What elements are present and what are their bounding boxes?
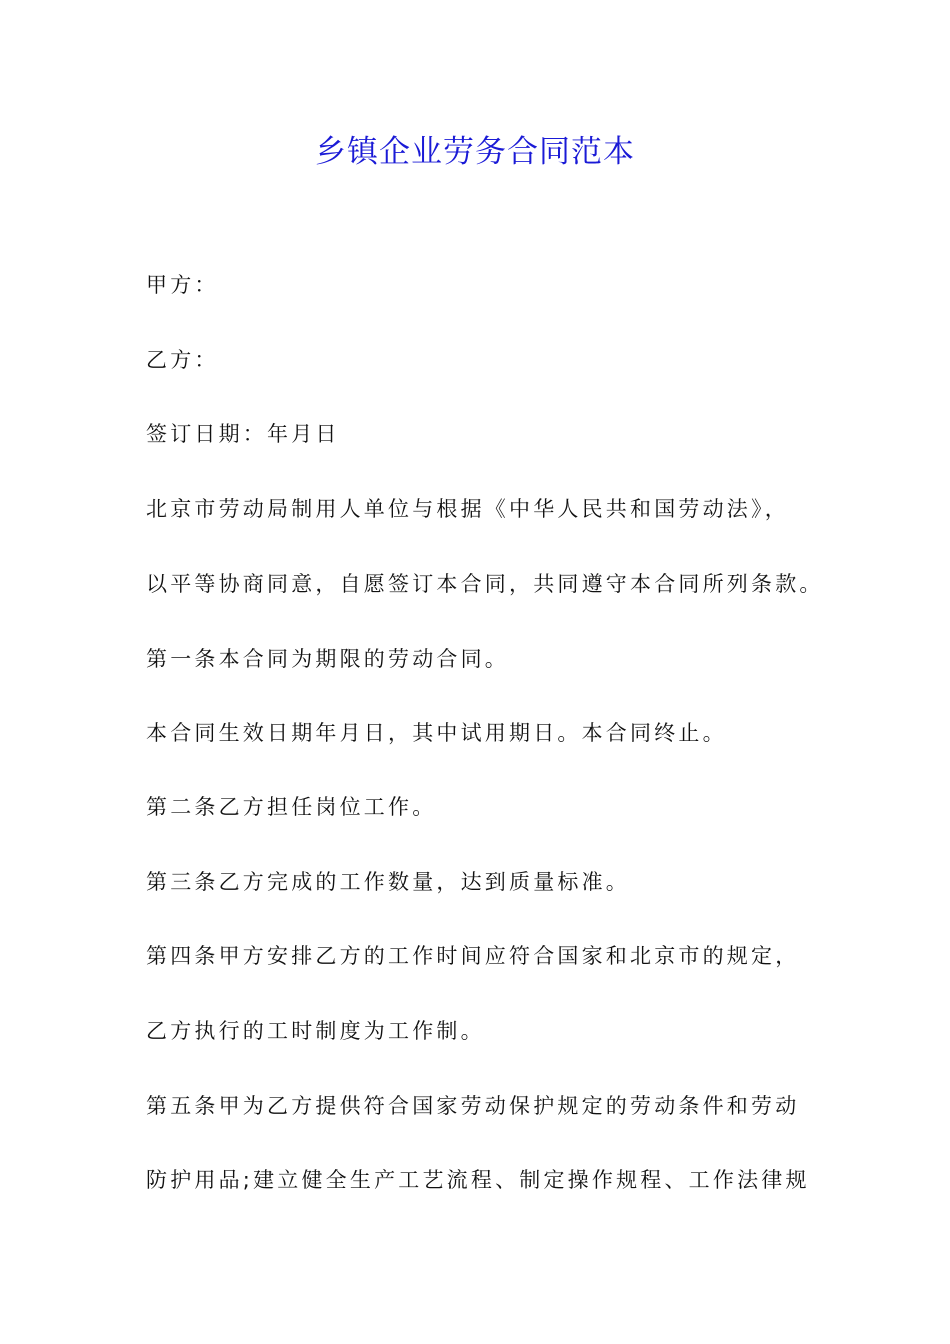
body-line: 防护用品;建立健全生产工艺流程、制定操作规程、工作法律规 <box>146 1168 810 1192</box>
signing-date-line: 签订日期：年月日 <box>146 422 340 446</box>
body-line: 本合同生效日期年月日，其中试用期日。本合同终止。 <box>146 721 727 745</box>
body-line: 以平等协商同意，自愿签订本合同，共同遵守本合同所列条款。 <box>146 572 824 596</box>
party-b-line: 乙方： <box>146 348 219 372</box>
body-line: 乙方执行的工时制度为工作制。 <box>146 1019 485 1043</box>
article-5-line: 第五条甲为乙方提供符合国家劳动保护规定的劳动条件和劳动 <box>146 1094 800 1118</box>
article-2-line: 第二条乙方担任岗位工作。 <box>146 795 437 819</box>
body-line: 北京市劳动局制用人单位与根据《中华人民共和国劳动法》， <box>146 497 789 521</box>
party-a-line: 甲方： <box>146 273 219 297</box>
document-title: 乡镇企业劳务合同范本 <box>315 134 635 170</box>
article-1-line: 第一条本合同为期限的劳动合同。 <box>146 647 509 671</box>
article-4-line: 第四条甲方安排乙方的工作时间应符合国家和北京市的规定， <box>146 944 800 968</box>
article-3-line: 第三条乙方完成的工作数量，达到质量标准。 <box>146 870 630 894</box>
